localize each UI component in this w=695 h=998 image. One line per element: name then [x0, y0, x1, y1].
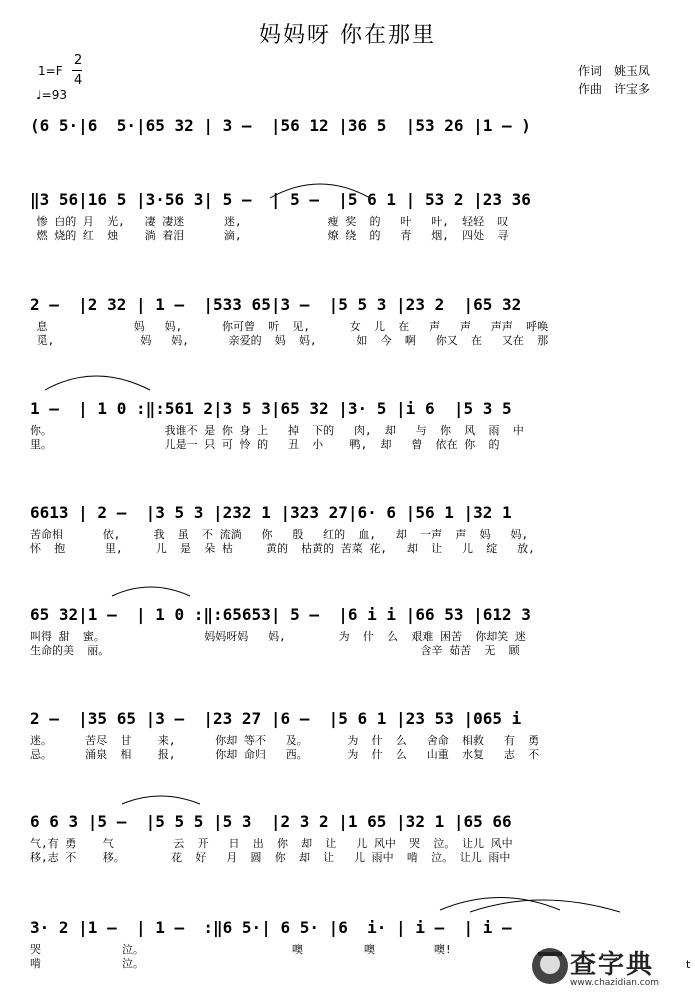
lyric-verse-2: 里。 儿是一 只 可 怜 的 丑 小 鸭, 却 曾 依在 你 的: [30, 438, 500, 451]
slur: [440, 898, 560, 911]
lyric-verse-2: 生命的美 丽。 含辛 茹苦 无 顾: [30, 644, 520, 657]
lyric-verse-2: 移,志 不 移。 花 好 月 圆 你 却 让 儿 雨中 啃 泣。 让儿 雨中: [30, 851, 511, 864]
lyric-verse-1: 哭: [30, 943, 41, 956]
lyric-word: 噢!: [434, 943, 452, 956]
notes-line: 1 – | 1 0 :‖:561 2|3 5 3|65 32 |3· 5 |i 6 |5 3 5: [30, 399, 512, 418]
slur: [122, 796, 200, 804]
music-label: 作曲: [578, 82, 603, 96]
key-signature: 1=F: [38, 64, 63, 78]
lyric-word: 噢: [292, 943, 303, 956]
notes-line: ‖3 56|16 5 |3·56 3| 5 – | 5 – |5 6 1 | 53 2 |23 36: [30, 190, 531, 209]
notes-line: 6 6 3 |5 – |5 5 5 |5 3 |2 3 2 |1 65 |32 1 |65 66: [30, 812, 512, 831]
lyric-word: 噢: [364, 943, 375, 956]
song-title: 妈妈呀 你在那里: [259, 23, 436, 48]
lyric-word: 泣。: [122, 957, 144, 970]
notes-line: 2 – |35 65 |3 – |23 27 |6 – |5 6 1 |23 53 |065 i: [30, 709, 522, 728]
watermark-brand: 查字典: [570, 950, 655, 980]
lyric-verse-2: 忌。 涌泉 相 报, 你却 命归 西。 为 什 么 山重 水复 志 不: [30, 748, 540, 761]
lyric-verse-2: 啃: [30, 957, 41, 970]
music-author: 许宝多: [614, 82, 651, 96]
time-signature-top: 2: [74, 53, 83, 68]
lyric-verse-1: 你。 我谁不 是 你 身 上 掉 下的 肉, 却 与 你 风 雨 中: [30, 424, 524, 437]
stray-character: t: [686, 958, 691, 971]
watermark-url: www.chazidian.com: [570, 978, 660, 988]
lyric-verse-1: 叫得 甜 蜜。 妈妈呀妈 妈, 为 什 么 艰难 困苦 你却笑 迷: [30, 630, 526, 643]
time-signature-divider: [72, 70, 82, 71]
notes-line: 3· 2 |1 – | 1 – :‖6 5·| 6 5· |6 i· | i – | i –: [30, 918, 512, 937]
notes-line: 6613 | 2 – |3 5 3 |232 1 |323 27|6· 6 |56 1 |32 1: [30, 503, 512, 522]
slur: [45, 376, 150, 390]
lyric-verse-2: 怀 抱 里, 儿 是 朵 枯 黄的 枯黄的 苦菜 花, 却 让 儿 绽 放,: [30, 542, 535, 555]
lyrics-label: 作词: [578, 64, 603, 78]
lyric-verse-2: 燃 烧的 红 烛 淌 着泪 滴, 燎 绕 的 青 烟, 四处 寻: [30, 229, 509, 242]
lyric-verse-1: 息 妈 妈, 你可曾 听 见, 女 儿 在 声 声 声声 呼唤: [30, 320, 549, 333]
lyric-verse-1: 迷。 苦尽 甘 来, 你却 等不 及。 为 什 么 舍命 相救 有 勇: [30, 734, 540, 747]
notes-line: 2 – |2 32 | 1 – |533 65|3 – |5 5 3 |23 2 |65 32: [30, 295, 522, 314]
lyric-verse-1: 气,有 勇 气 云 开 日 出 你 却 让 儿 风中 哭 泣。 让儿 风中: [30, 837, 513, 850]
lyric-verse-1: 苦命相 依, 我 虽 不 流淌 你 殷 红的 血, 却 一声 声 妈 妈,: [30, 528, 529, 541]
lyrics-author: 姚玉凤: [614, 64, 651, 78]
time-signature-bottom: 4: [74, 73, 83, 88]
notes-line: (6 5·|6 5·|65 32 | 3 – |56 12 |36 5 |53 26 |1 – ): [30, 116, 531, 135]
tempo-marking: ♩=93: [36, 88, 67, 102]
notes-line: 65 32|1 – | 1 0 :‖:65653| 5 – |6 i i |66 53 |612 3: [30, 605, 531, 624]
lyric-verse-1: 惨 白的 月 光, 凄 凄迷 迷, 瘦 奖 的 叶 叶, 轻轻 叹: [30, 215, 509, 228]
lyric-word: 泣。: [122, 943, 144, 956]
lyric-verse-2: 觅, 妈 妈, 亲爱的 妈 妈, 如 今 啊 你又 在 又在 那: [30, 334, 549, 347]
slur: [470, 900, 620, 912]
slur: [112, 587, 190, 596]
